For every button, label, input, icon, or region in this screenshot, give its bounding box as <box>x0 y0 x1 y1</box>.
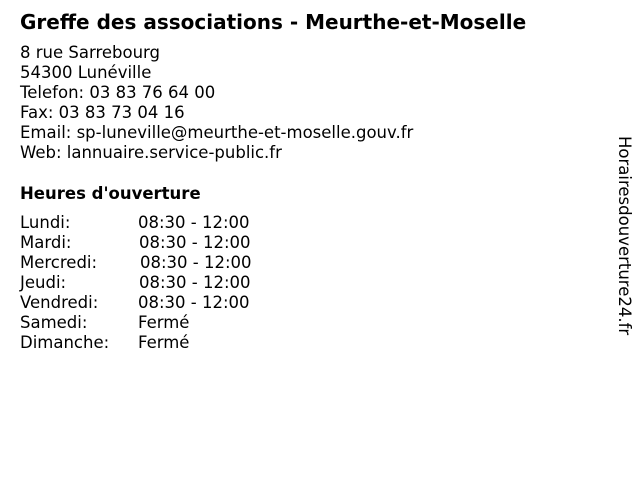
time-value: 08:30 - 12:00 <box>138 213 250 232</box>
city-address: 54300 Lunéville <box>20 63 152 82</box>
address-block <box>20 43 413 163</box>
time-value: 08:30 - 12:00 <box>140 253 252 272</box>
day-label: Vendredi: <box>20 293 99 312</box>
day-label: Mercredi: <box>20 253 98 272</box>
street-address: 8 rue Sarrebourg <box>20 43 161 62</box>
day-label: Jeudi: <box>20 273 67 292</box>
time-value: 08:30 - 12:00 <box>138 293 250 312</box>
time-value: Fermé <box>138 313 190 332</box>
day-label: Dimanche: <box>20 333 110 352</box>
day-label: Lundi: <box>20 213 71 232</box>
page-title: Greffe des associations - Meurthe-et-Moselle <box>20 10 527 34</box>
day-label: Mardi: <box>20 233 72 252</box>
day-label: Samedi: <box>20 313 88 332</box>
time-value: Fermé <box>138 333 190 352</box>
opening-hours-heading: Heures d'ouverture <box>20 184 201 203</box>
fax-number: Fax: 03 83 73 04 16 <box>20 103 185 122</box>
email-address: Email: sp-luneville@meurthe-et-moselle.gouv.fr <box>20 123 414 142</box>
time-value: 08:30 - 12:00 <box>139 233 251 252</box>
time-value: 08:30 - 12:00 <box>139 273 251 292</box>
phone-number: Telefon: 03 83 76 64 00 <box>20 83 216 102</box>
site-brand-watermark: Horairesdouverture24.fr <box>615 136 634 336</box>
website: Web: lannuaire.service-public.fr <box>20 143 282 162</box>
